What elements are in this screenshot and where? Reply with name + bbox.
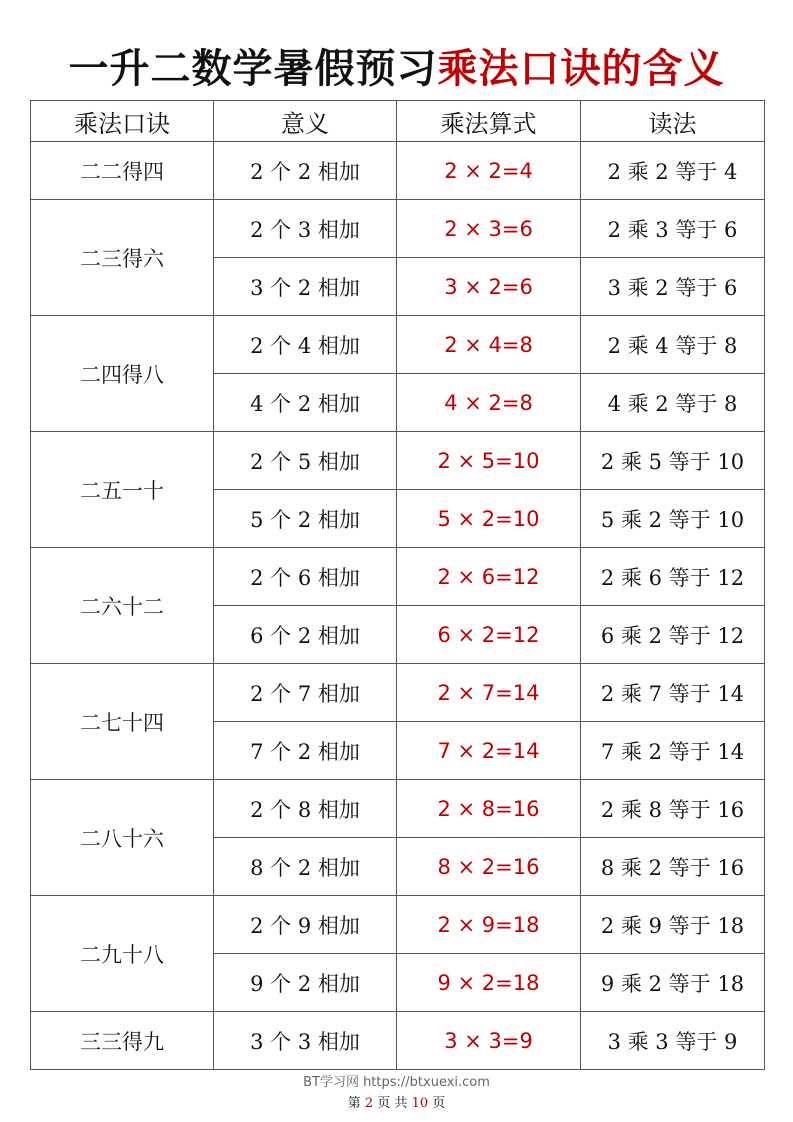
reading-cell: 2 乘 6 等于 12 (581, 548, 765, 606)
formula-cell: 6 × 2=12 (397, 606, 581, 664)
meaning-cell: 2 个 7 相加 (214, 664, 397, 722)
table-row (31, 316, 765, 374)
header-formula: 乘法算式 (397, 101, 581, 142)
reading-cell: 5 乘 2 等于 10 (581, 490, 765, 548)
meaning-cell: 3 个 2 相加 (214, 258, 397, 316)
reading-cell: 8 乘 2 等于 16 (581, 838, 765, 896)
footer-source: BT学习网 https://btxuexi.com (303, 1075, 490, 1090)
meaning-cell: 2 个 5 相加 (214, 432, 397, 490)
table-row (31, 432, 765, 490)
table-row (31, 780, 765, 838)
reading-cell: 3 乘 3 等于 9 (581, 1012, 765, 1070)
formula-cell: 2 × 2=4 (397, 142, 581, 200)
table-row (31, 548, 765, 606)
meaning-cell: 4 个 2 相加 (214, 374, 397, 432)
meaning-cell: 2 个 6 相加 (214, 548, 397, 606)
reading-cell: 3 乘 2 等于 6 (581, 258, 765, 316)
rhyme-cell: 二三得六 (31, 200, 214, 316)
reading-cell: 9 乘 2 等于 18 (581, 954, 765, 1012)
rhyme-cell: 二八十六 (31, 780, 214, 896)
table-row (31, 142, 765, 200)
formula-cell: 8 × 2=16 (397, 838, 581, 896)
multiplication-table (30, 100, 765, 1070)
meaning-cell: 2 个 9 相加 (214, 896, 397, 954)
reading-cell: 2 乘 5 等于 10 (581, 432, 765, 490)
meaning-cell: 2 个 3 相加 (214, 200, 397, 258)
formula-cell: 2 × 6=12 (397, 548, 581, 606)
meaning-cell: 2 个 4 相加 (214, 316, 397, 374)
rhyme-cell: 二九十八 (31, 896, 214, 1012)
title-part1: 一升二数学暑假预习 (68, 45, 438, 92)
table-header-row (31, 101, 765, 142)
rhyme-cell: 二七十四 (31, 664, 214, 780)
meaning-cell: 5 个 2 相加 (214, 490, 397, 548)
table-row (31, 664, 765, 722)
formula-cell: 4 × 2=8 (397, 374, 581, 432)
table-row (31, 1012, 765, 1070)
formula-cell: 2 × 5=10 (397, 432, 581, 490)
footer-page-indicator (0, 1092, 793, 1111)
formula-cell: 2 × 4=8 (397, 316, 581, 374)
meaning-cell: 8 个 2 相加 (214, 838, 397, 896)
page-suffix: 页 (432, 1096, 446, 1111)
meaning-cell: 3 个 3 相加 (214, 1012, 397, 1070)
formula-cell: 9 × 2=18 (397, 954, 581, 1012)
header-meaning: 意义 (214, 101, 397, 142)
formula-cell: 2 × 8=16 (397, 780, 581, 838)
reading-cell: 2 乘 4 等于 8 (581, 316, 765, 374)
formula-cell: 2 × 9=18 (397, 896, 581, 954)
reading-cell: 2 乘 2 等于 4 (581, 142, 765, 200)
meaning-cell: 2 个 8 相加 (214, 780, 397, 838)
rhyme-cell: 二四得八 (31, 316, 214, 432)
table-row (31, 896, 765, 954)
reading-cell: 6 乘 2 等于 12 (581, 606, 765, 664)
reading-cell: 4 乘 2 等于 8 (581, 374, 765, 432)
table-row (31, 200, 765, 258)
reading-cell: 7 乘 2 等于 14 (581, 722, 765, 780)
page-current: 2 (364, 1096, 374, 1111)
page-title (0, 40, 793, 98)
title-part2: 乘法口诀的含义 (437, 45, 725, 92)
formula-cell: 2 × 7=14 (397, 664, 581, 722)
rhyme-cell: 二六十二 (31, 548, 214, 664)
formula-cell: 5 × 2=10 (397, 490, 581, 548)
meaning-cell: 2 个 2 相加 (214, 142, 397, 200)
page-prefix: 第 (347, 1096, 361, 1111)
rhyme-cell: 二二得四 (31, 142, 214, 200)
formula-cell: 3 × 2=6 (397, 258, 581, 316)
header-reading: 读法 (581, 101, 765, 142)
header-rhyme: 乘法口诀 (31, 101, 214, 142)
rhyme-cell: 二五一十 (31, 432, 214, 548)
page-total: 10 (411, 1096, 429, 1111)
reading-cell: 2 乘 3 等于 6 (581, 200, 765, 258)
reading-cell: 2 乘 8 等于 16 (581, 780, 765, 838)
page-mid: 页 共 (377, 1096, 408, 1111)
meaning-cell: 7 个 2 相加 (214, 722, 397, 780)
formula-cell: 7 × 2=14 (397, 722, 581, 780)
formula-cell: 3 × 3=9 (397, 1012, 581, 1070)
reading-cell: 2 乘 9 等于 18 (581, 896, 765, 954)
reading-cell: 2 乘 7 等于 14 (581, 664, 765, 722)
formula-cell: 2 × 3=6 (397, 200, 581, 258)
meaning-cell: 9 个 2 相加 (214, 954, 397, 1012)
rhyme-cell: 三三得九 (31, 1012, 214, 1070)
meaning-cell: 6 个 2 相加 (214, 606, 397, 664)
